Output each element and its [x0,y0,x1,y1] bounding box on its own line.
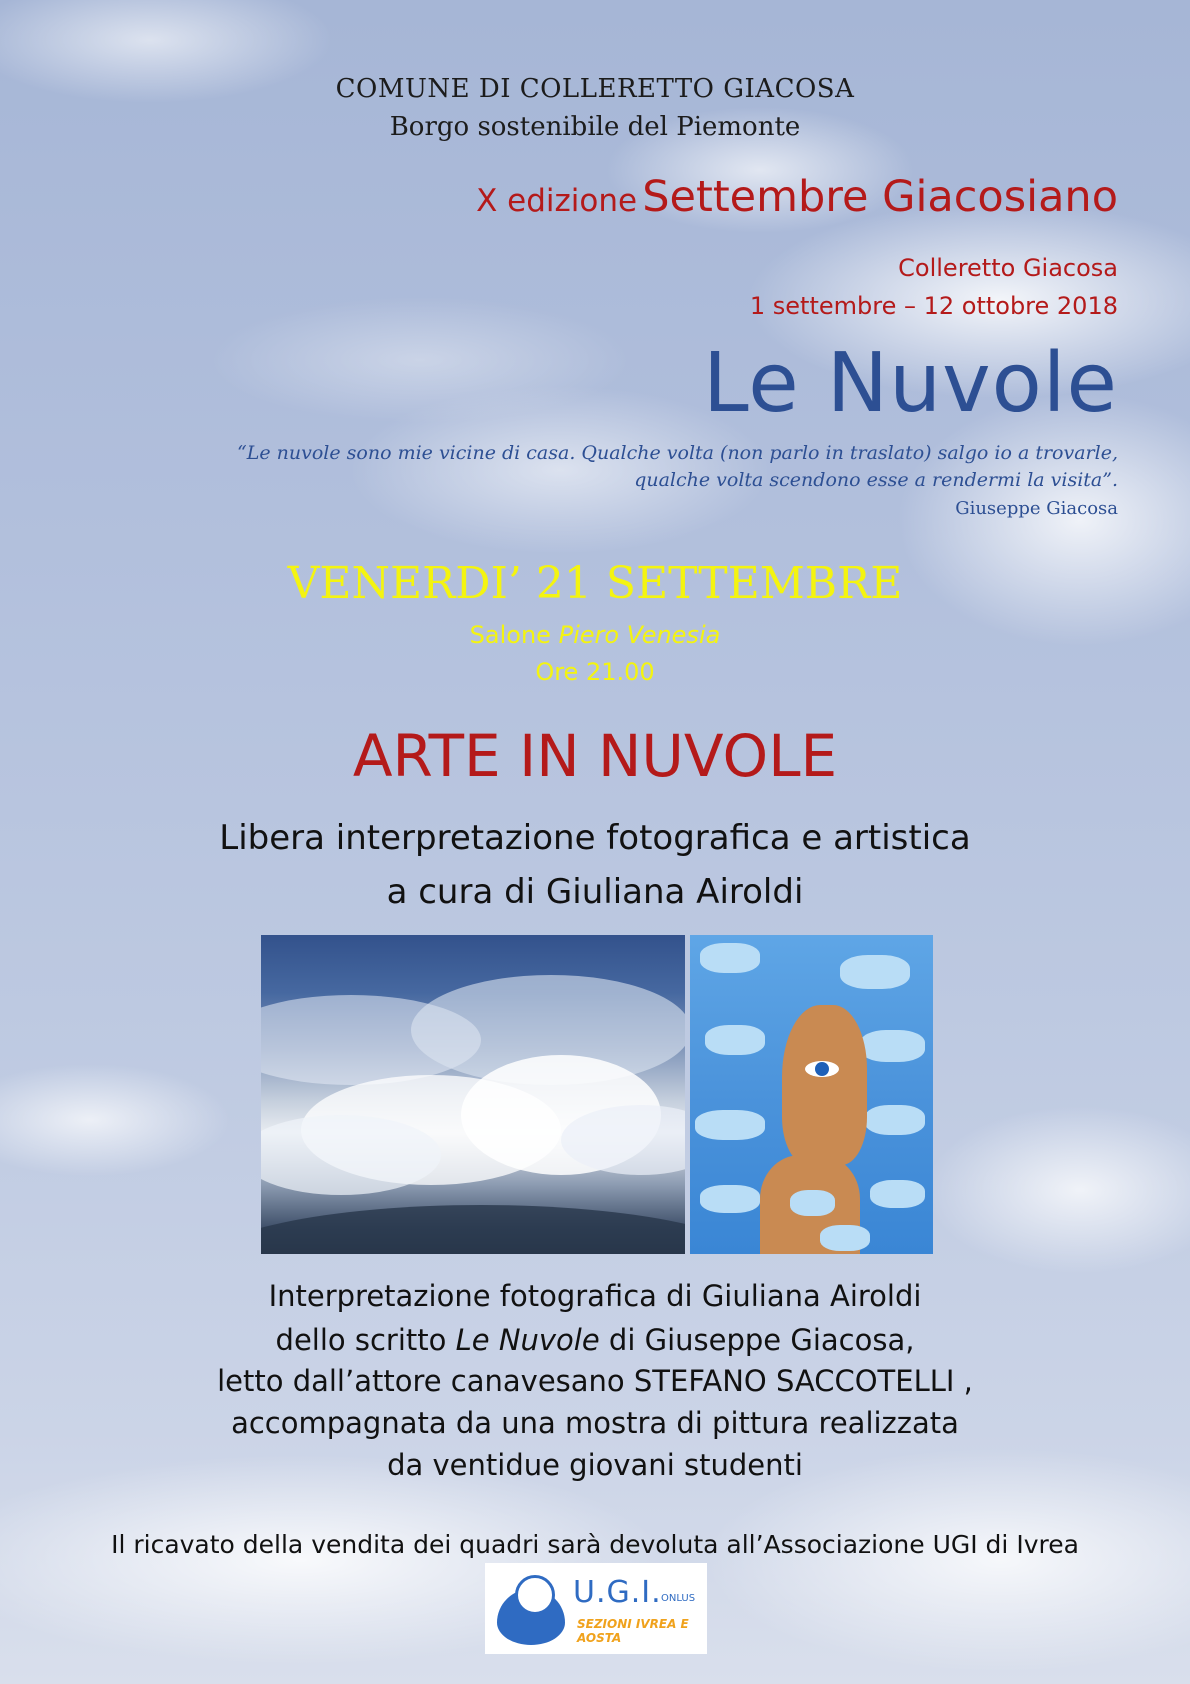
event-subtitle-1: Libera interpretazione fotografica e artistica [219,818,971,858]
quote-author: Giuseppe Giacosa [955,498,1118,519]
charity-note: Il ricavato della vendita dei quadri sarà devoluta all’Associazione UGI di Ivrea [111,1530,1079,1559]
ugi-logo [485,1563,707,1654]
description-line-4: accompagnata da una mostra di pittura realizzata [231,1406,959,1440]
painted-iris [815,1062,829,1076]
logo-name: U.G.I. [573,1575,662,1610]
description-line-2-suffix: di Giuseppe Giacosa, [608,1323,915,1357]
description-line-3: letto dall’attore canavesano STEFANO SACCOTELLI , [217,1364,973,1398]
event-date: VENERDI’ 21 SETTEMBRE [287,558,903,609]
festival-dates: 1 settembre – 12 ottobre 2018 [749,292,1118,320]
event-time: Ore 21.00 [535,658,655,686]
festival-place: Colleretto Giacosa [898,254,1118,282]
festival-theme-title: Le Nuvole [703,336,1118,431]
event-venue [0,621,1190,649]
festival-name: Settembre Giacosiano [642,172,1118,222]
child-icon [515,1575,555,1615]
event-subtitle-2: a cura di Giuliana Airoldi [386,872,804,912]
venue-prefix: Salone [469,621,551,649]
festival-edition [476,172,1118,222]
description-line-1: Interpretazione fotografica di Giuliana Airoldi [268,1279,922,1313]
cloud-painting [690,935,933,1254]
municipality-tagline: Borgo sostenibile del Piemonte [389,112,801,142]
description-line-5: da ventidue giovani studenti [387,1448,803,1482]
quote-line-2: qualche volta scendono esse a rendermi la visita”. [634,469,1118,491]
description-line-2-prefix: dello scritto [275,1323,447,1357]
municipality-name: COMUNE DI COLLERETTO GIACOSA [335,74,855,104]
description-line-2 [0,1323,1190,1357]
cloud-photo [261,935,685,1254]
quote-line-1: “Le nuvole sono mie vicine di casa. Qualche volta (non parlo in traslato) salgo io a trovarle, [237,442,1118,464]
edition-prefix: X edizione [476,183,638,219]
logo-onlus: ONLUS [661,1593,696,1604]
painted-face [782,1005,867,1165]
logo-sections: SEZIONI IVREA E AOSTA [577,1617,689,1645]
venue-name: Piero Venesia [558,621,721,649]
description-work-title: Le Nuvole [455,1323,600,1357]
event-title: ARTE IN NUVOLE [352,722,838,790]
